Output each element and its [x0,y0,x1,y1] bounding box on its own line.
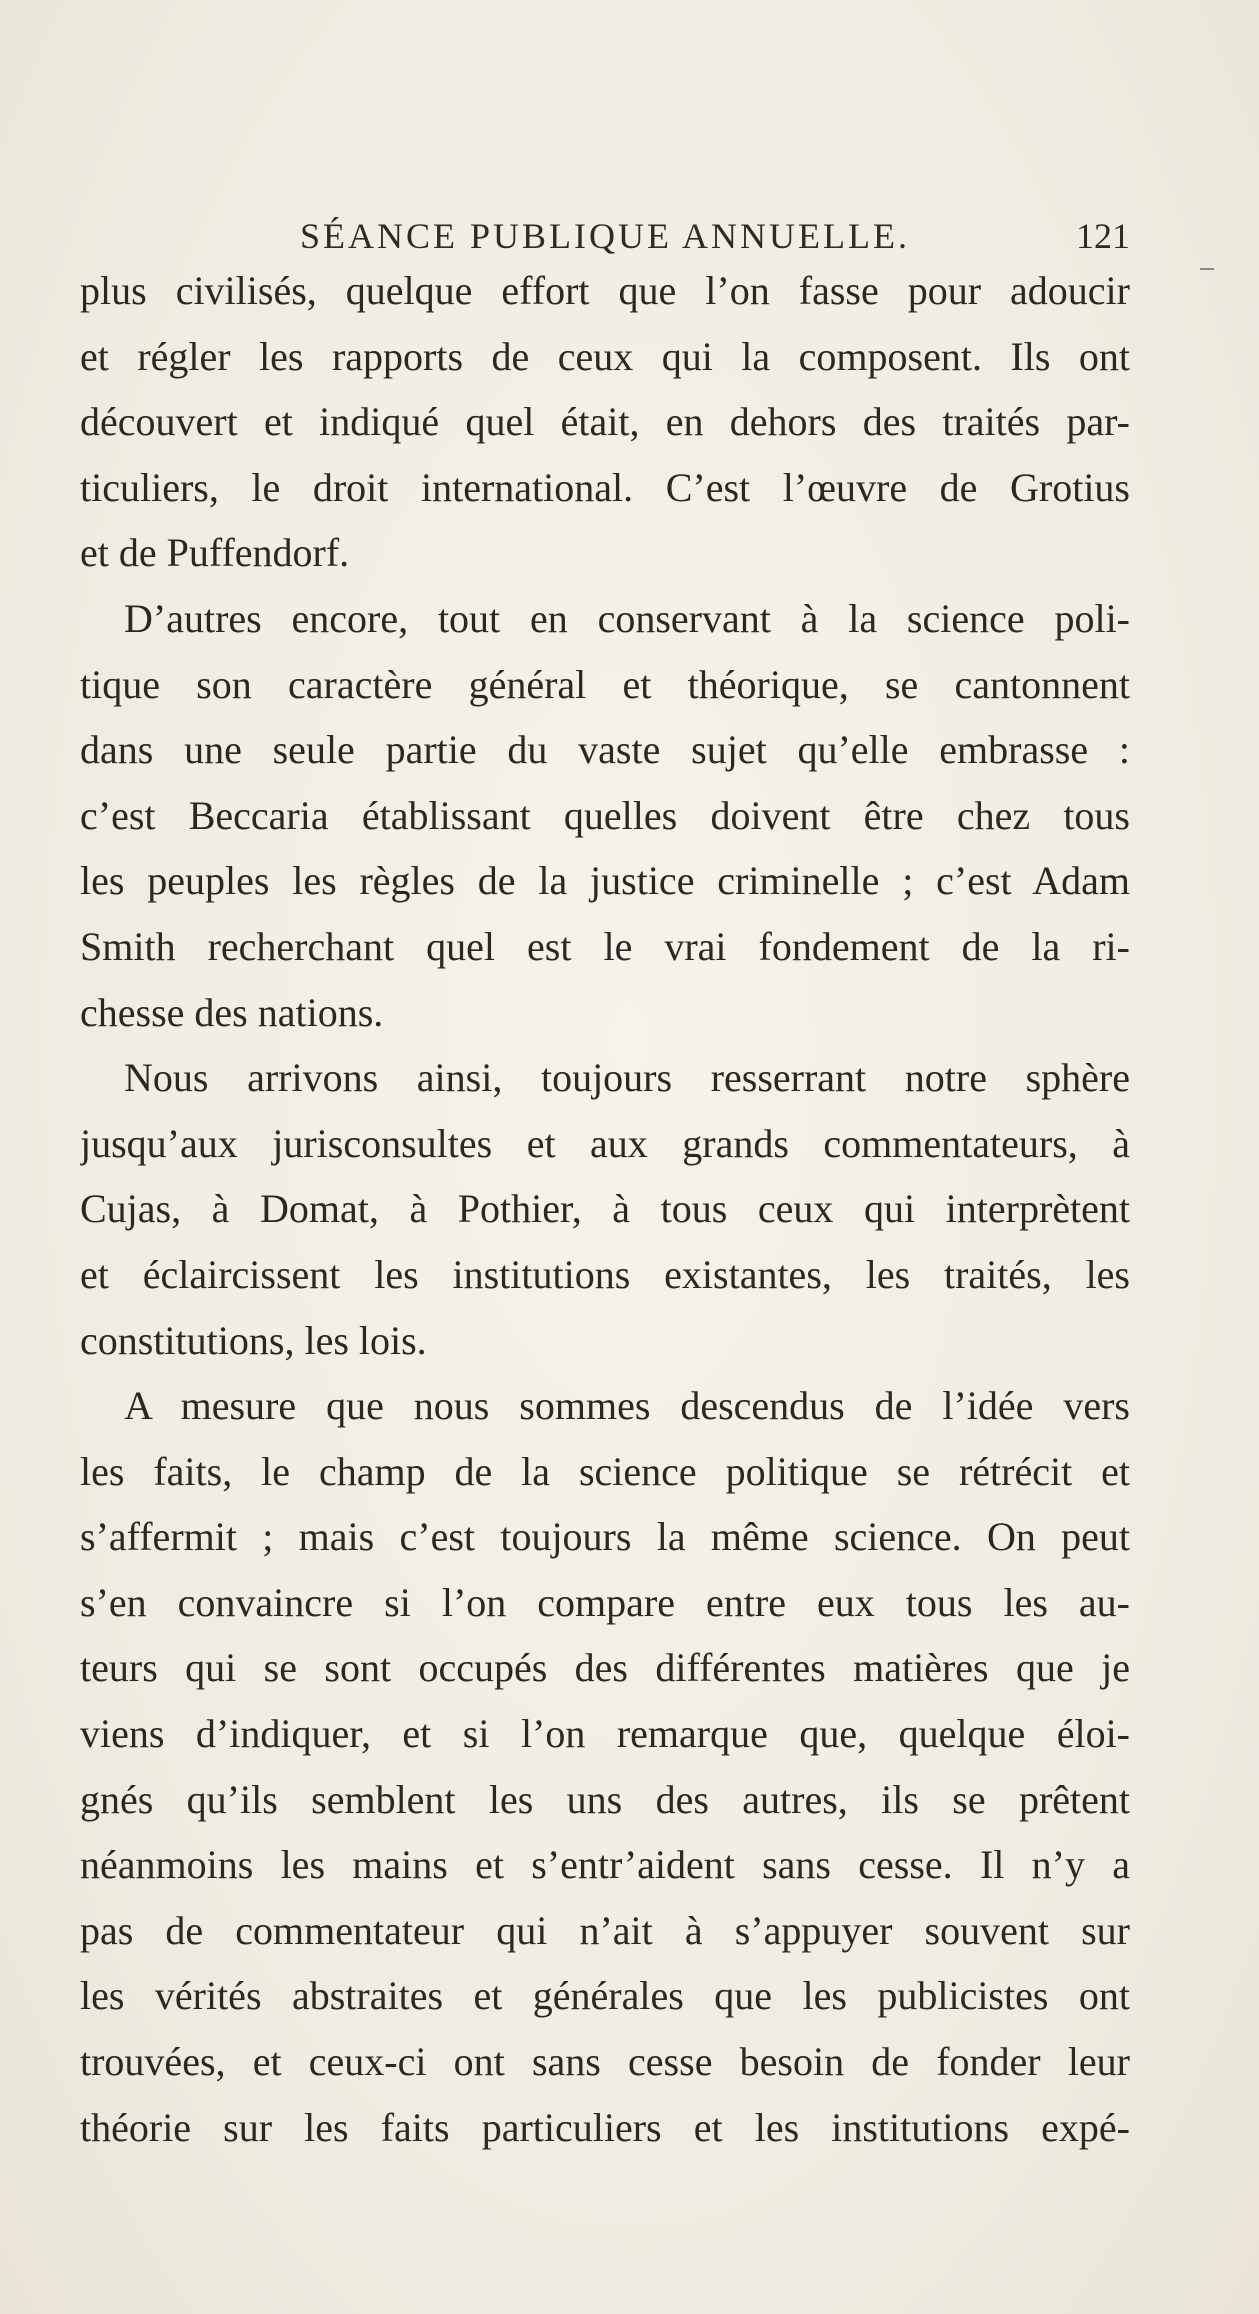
text-line: viens d’indiquer, et si l’on remarque que, quelque éloi- [80,1711,1130,1757]
text-line: s’en convaincre si l’on compare entre eux tous les au- [80,1579,1130,1625]
text-line: découvert et indiqué quel était, en dehors des traités par- [80,399,1130,445]
text-line: tique son caractère général et théorique, se cantonnent [80,661,1130,707]
text-line: pas de commentateur qui n’ait à s’appuyer souvent sur [80,1907,1130,1953]
text-line: A mesure que nous sommes descendus de l’idée vers [124,1383,1130,1429]
text-line: et éclaircissent les institutions existantes, les traités, les [80,1251,1130,1297]
text-line: gnés qu’ils semblent les uns des autres, ils se prêtent [80,1776,1130,1822]
text-line: dans une seule partie du vaste sujet qu’elle embrasse : [80,727,1130,773]
text-line: chesse des nations. [80,989,384,1035]
text-line: les vérités abstraites et générales que les publicistes ont [80,1973,1130,2019]
margin-mark [1200,268,1214,270]
page-number: 121 [1076,216,1130,256]
running-title: SÉANCE PUBLIQUE ANNUELLE. [300,216,910,256]
text-line: ticuliers, le droit international. C’est l’œuvre de Grotius [80,464,1130,510]
text-line: s’affermit ; mais c’est toujours la même science. On peut [80,1514,1130,1560]
text-line: les faits, le champ de la science politique se rétrécit et [80,1448,1130,1494]
body-text [80,258,1130,2160]
text-line: Cujas, à Domat, à Pothier, à tous ceux qui interprètent [80,1186,1130,1232]
text-line: trouvées, et ceux-ci ont sans cesse besoin de fonder leur [80,2039,1130,2085]
text-line: jusqu’aux jurisconsultes et aux grands commentateurs, à [80,1120,1130,1166]
text-line: et régler les rapports de ceux qui la composent. Ils ont [80,333,1130,379]
text-line: les peuples les règles de la justice criminelle ; c’est Adam [80,858,1130,904]
text-line: Nous arrivons ainsi, toujours resserrant notre sphère [124,1055,1130,1101]
text-line: c’est Beccaria établissant quelles doivent être chez tous [80,792,1130,838]
text-line: plus civilisés, quelque effort que l’on fasse pour adoucir [80,268,1130,313]
text-line: constitutions, les lois. [80,1317,427,1363]
running-head [80,212,1130,260]
text-line: D’autres encore, tout en conservant à la science poli- [124,595,1130,641]
text-line: teurs qui se sont occupés des différentes matières que je [80,1645,1130,1691]
text-line: et de Puffendorf. [80,530,350,576]
text-line: néanmoins les mains et s’entr’aident sans cesse. Il n’y a [80,1842,1130,1888]
text-line: Smith recherchant quel est le vrai fondement de la ri- [80,923,1130,969]
text-line: théorie sur les faits particuliers et les institutions expé- [80,2104,1130,2150]
